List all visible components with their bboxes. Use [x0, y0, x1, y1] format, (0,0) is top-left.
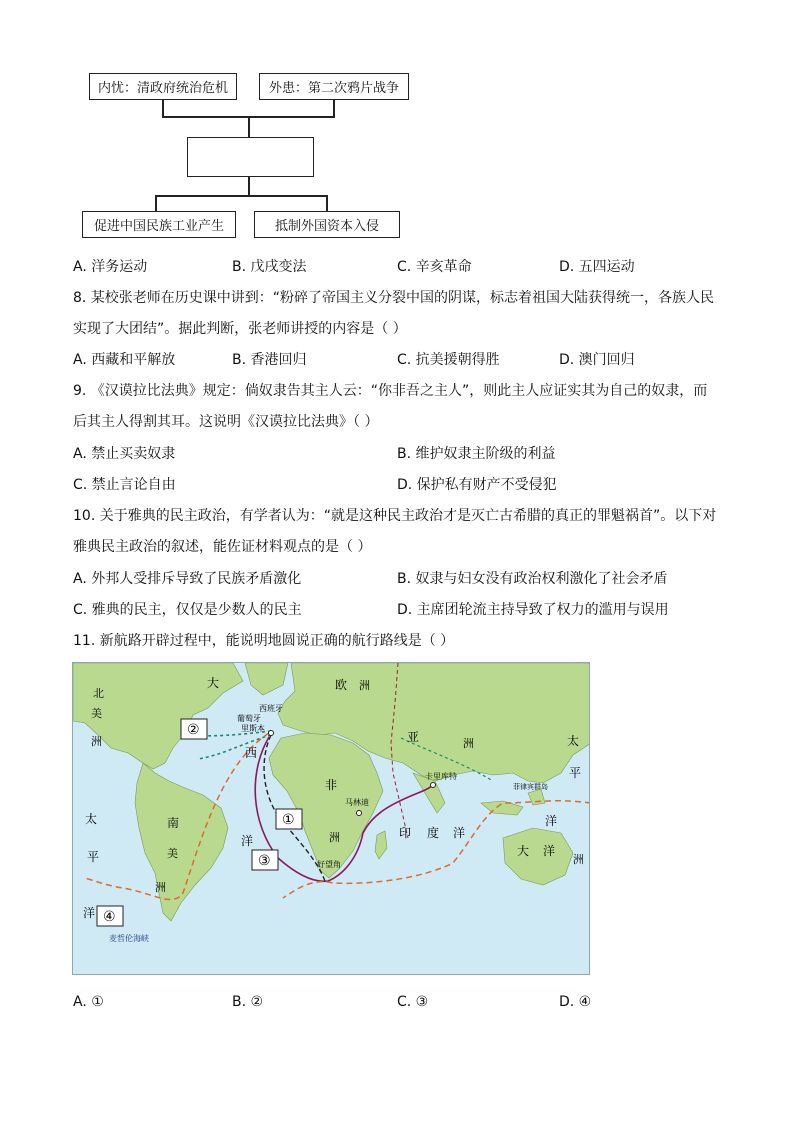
map-label: 美 [91, 707, 102, 720]
map-label-calicut: 卡里库特 [425, 772, 457, 781]
map-label: 平 [87, 850, 100, 864]
map-label: 洋 [453, 826, 466, 840]
map-label-philippines: 菲律宾群岛 [513, 783, 548, 791]
map-label: 洲 [329, 831, 340, 844]
map-label: 洲 [91, 735, 102, 748]
q11-option-b: B. ② [232, 994, 264, 1010]
map-label: 美 [167, 847, 178, 860]
flow-top-left: 内忧：清政府统治危机 [89, 73, 237, 100]
flow-connector [155, 195, 327, 197]
q11-option-a: A. ① [73, 994, 104, 1010]
q9-option-c: C. 禁止言论自由 [73, 477, 176, 493]
q9-option-b: B. 维护奴隶主阶级的利益 [397, 446, 556, 462]
q10-option-a: A. 外邦人受排斥导致了民族矛盾激化 [73, 571, 302, 587]
q10-option-c: C. 雅典的民主，仅仅是少数人的民主 [73, 602, 302, 618]
flow-center-blank [187, 137, 314, 177]
map-label: 西 [245, 746, 258, 760]
map-label: 非 [325, 778, 338, 792]
map-label: 亚 [407, 730, 420, 744]
lisbon-dot [269, 731, 274, 736]
flow-connector [248, 177, 250, 196]
q11-option-c: C. ③ [397, 994, 429, 1010]
flow-connector [326, 195, 328, 212]
map-label: 洋 [241, 834, 254, 848]
q8-option-c: C. 抗美援朝得胜 [397, 352, 500, 368]
q9-stem-line1: 9. 《汉谟拉比法典》规定：倘奴隶告其主人云：“你非吾之主人”，则此主人应证实其为自己的奴隶，而 [73, 383, 708, 399]
q10-stem-line1: 10. 关于雅典的民主政治，有学者认为：“就是这种民主政治才是灭亡古希腊的真正的罪魁祸首”。以下对 [73, 508, 717, 524]
map-label: 洲 [359, 679, 370, 692]
q7-option-d: D. 五四运动 [559, 259, 635, 275]
q10-stem-line2: 雅典民主政治的叙述，能佐证材料观点的是（ ） [73, 539, 372, 555]
flow-bottom-left: 促进中国民族工业产生 [82, 211, 236, 238]
map-label: 南 [167, 816, 180, 830]
map-label-portugal: 葡萄牙 [237, 714, 261, 723]
map-label: 度 [427, 826, 440, 840]
flow-top-right: 外患：第二次鸦片战争 [259, 73, 409, 100]
flow-bottom-right: 抵制外国资本入侵 [254, 211, 400, 238]
route-marker-3: ③ [258, 853, 271, 869]
q11-option-d: D. ④ [559, 994, 592, 1010]
q8-stem-line1: 8. 某校张老师在历史课中讲到：“粉碎了帝国主义分裂中国的阴谋，标志着祖国大陆获得统一，各族人民 [73, 290, 715, 306]
map-label-malindi: 马林迪 [345, 798, 369, 807]
map-label-cape: 好望角 [317, 860, 341, 869]
map-label: 洋 [83, 906, 96, 920]
map-label: 大 [517, 844, 530, 858]
map-label: 洲 [463, 737, 474, 750]
route-marker-4: ④ [103, 909, 116, 925]
map-label: 欧 [335, 678, 348, 692]
map-label: 太 [567, 734, 580, 748]
map-label-magellan: 麦哲伦海峡 [109, 934, 149, 943]
q11-stem: 11. 新航路开辟过程中，能说明地圆说正确的航行路线是（ ） [73, 633, 455, 649]
q8-stem-line2: 实现了大团结”。据此判断，张老师讲授的内容是（ ） [73, 321, 407, 337]
map-label: 太 [85, 812, 98, 826]
flow-connector [248, 116, 250, 138]
q8-option-a: A. 西藏和平解放 [73, 352, 176, 368]
map-label: 洋 [543, 844, 556, 858]
q9-stem-line2: 后其主人得割其耳。这说明《汉谟拉比法典》（ ） [73, 414, 379, 430]
map-label: 洋 [545, 814, 558, 828]
q7-option-a: A. 洋务运动 [73, 259, 148, 275]
q7-option-c: C. 辛亥革命 [397, 259, 472, 275]
q9-option-a: A. 禁止买卖奴隶 [73, 446, 176, 462]
map-label-spain: 西班牙 [259, 704, 283, 713]
q9-option-d: D. 保护私有财产不受侵犯 [397, 477, 557, 493]
flow-connector [333, 100, 335, 117]
map-label: 洲 [155, 881, 166, 894]
q8-option-d: D. 澳门回归 [559, 352, 635, 368]
malindi-dot [357, 811, 362, 816]
flow-connector [155, 195, 157, 212]
calicut-dot [431, 783, 436, 788]
map-label: 印 [399, 826, 412, 840]
q8-option-b: B. 香港回归 [232, 352, 307, 368]
route-marker-1: ① [282, 812, 295, 828]
map-svg [73, 663, 590, 975]
route-marker-2: ② [187, 722, 200, 738]
map-label: 大 [207, 676, 220, 690]
flow-connector [162, 100, 164, 117]
q10-option-d: D. 主席团轮流主持导致了权力的滥用与误用 [397, 602, 669, 618]
map-label: 平 [569, 766, 582, 780]
new-sea-routes-map [72, 662, 590, 975]
q10-option-b: B. 奴隶与妇女没有政治权利激化了社会矛盾 [397, 571, 668, 587]
map-label-lisbon: 里斯本 [241, 724, 265, 733]
map-label: 洲 [573, 853, 584, 866]
map-label: 北 [93, 687, 104, 700]
q7-option-b: B. 戊戌变法 [232, 259, 307, 275]
